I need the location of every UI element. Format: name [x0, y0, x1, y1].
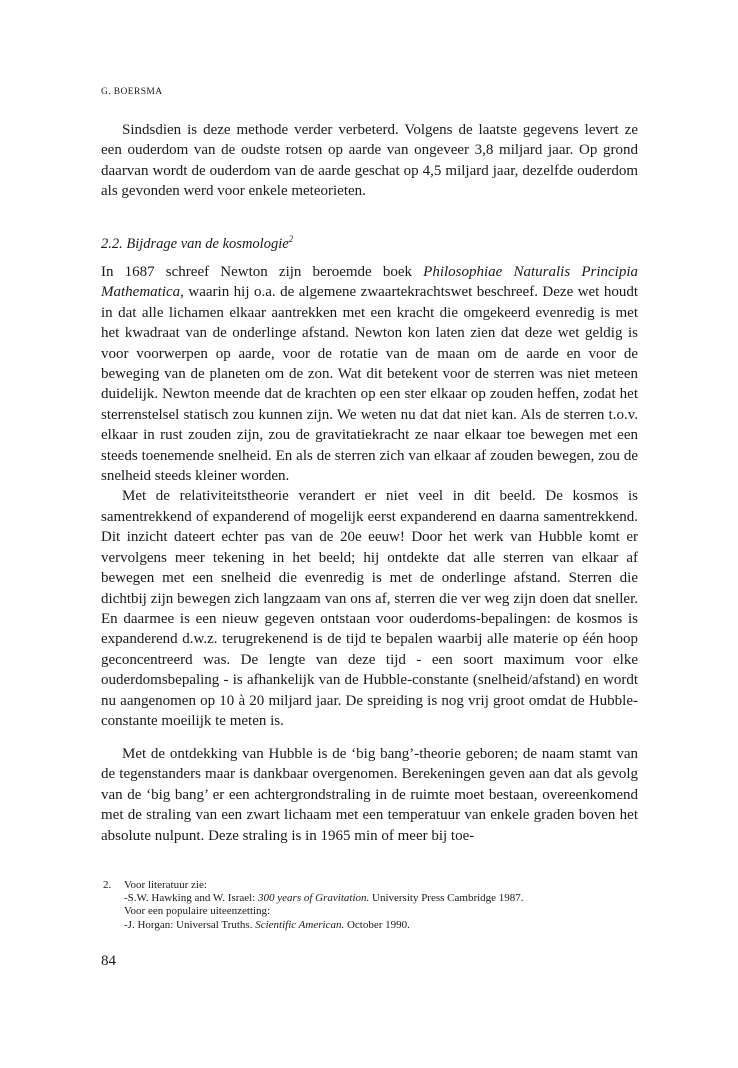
- paragraph-newton: In 1687 schreef Newton zijn beroemde boek Philosophiae Naturalis Principia Mathematica, waarin hij o.a. de algemene zwaartekrachtswet beschreef. Deze wet houdt in dat alle lichamen elkaar aantrekken met een kracht die omgekeerd evenredig is met het kwadraat van de onderlinge afstand. Newton kon laten zien dat deze wet geldig is voor voorwerpen op aarde, voor de rotatie van de maan om de aarde en voor de beweging van de planeten om de zon. Wat dit betekent voor de sterren was niet meteen duidelijk. Newton meende dat de krachten op een ster elkaar op zouden heffen, zodat het sterrenstelsel statisch zou kunnen zijn. We weten nu dat dat niet kan. Als de sterren t.o.v. elkaar in rust zouden zijn, zou de gravitatiekracht ze naar elkaar toe bewegen met een steeds toenemende snelheid. En als de sterren zich van elkaar af zouden bewegen, zou de snelheid steeds kleiner worden.: [101, 264, 638, 485]
- paragraph-methode: Sindsdien is deze methode verder verbeterd. Volgens de laatste gegevens levert ze een ouderdom van de oudste rotsen op aarde van ongeveer 3,8 miljard jaar. Op grond daarvan wordt de ouderdom van de aarde geschat op 4,5 miljard jaar, dezelfde ouderdom als gevonden werd voor enkele meteorieten.: [101, 122, 638, 200]
- footnote-reference-hawking: -S.W. Hawking and W. Israel: 300 years of Gravitation. University Press Cambridge 1987.: [124, 892, 524, 905]
- footnote-line: Voor literatuur zie:: [124, 879, 207, 891]
- footnote-reference-horgan: -J. Horgan: Universal Truths. Scientific American. October 1990.: [124, 918, 410, 931]
- footnote-number: 2.: [103, 879, 112, 891]
- section-heading: [101, 234, 293, 253]
- section-heading-text: 2.2. Bijdrage van de kosmologie: [101, 235, 289, 252]
- paragraph-big-bang: Met de ontdekking van Hubble is de ‘big bang’-theorie geboren; de naam stamt van de tegenstanders maar is dankbaar overgenomen. Berekeningen geven aan dat als gevolg van de ‘big bang’ er een achtergrondstraling in de ruimte moet bestaan, overeenkomend met de straling van een zwart lichaam met een temperatuur van enkele graden boven het absolute nulpunt. Deze straling is in 1965 min of meer bij toe-: [101, 746, 638, 844]
- section-body-continued: [101, 744, 638, 846]
- section-body: [101, 262, 638, 731]
- footnotes: [103, 879, 623, 932]
- intro-text-block: [101, 120, 638, 202]
- paragraph-relativiteit: Met de relativiteitstheorie verandert er niet veel in dit beeld. De kosmos is samentrekkend of expanderend of mogelijk eerst expanderend en daarna samentrekkend. Dit inzicht dateert echter pas van de 20e eeuw! Door het werk van Hubble komt er vervolgens meer tekening in het beeld; hij ontdekte dat alle sterren van elkaar af bewegen met een snelheid die evenredig is met de onderlinge afstand. Sterren die dichtbij zijn bewegen zich langzaam van ons af, sterren die ver weg zijn doen dat sneller. En daarmee is een nieuw gegeven ontstaan voor ouderdoms-bepalingen: de kosmos is expanderend d.w.z. terugrekenend is de tijd te bepalen waarbij alle materie op één hoop geconcentreerd was. De lengte van deze tijd - een soort maximum voor elke ouderdomsbepaling - is afhankelijk van de Hubble-constante (snelheid/afstand) en wordt nu aangenomen op 10 à 20 miljard jaar. De spreiding is nog vrij groot omdat de Hubble-constante moeilijk te meten is.: [101, 488, 638, 729]
- footnote-item: [103, 879, 623, 932]
- running-head: G. BOERSMA: [101, 87, 163, 97]
- book-title: Philosophiae Naturalis Principia Mathematica: [101, 264, 638, 301]
- footnote-line: Voor een populaire uiteenzetting:: [124, 905, 271, 918]
- page-number: 84: [101, 953, 116, 969]
- footnote-ref: 2: [288, 234, 294, 244]
